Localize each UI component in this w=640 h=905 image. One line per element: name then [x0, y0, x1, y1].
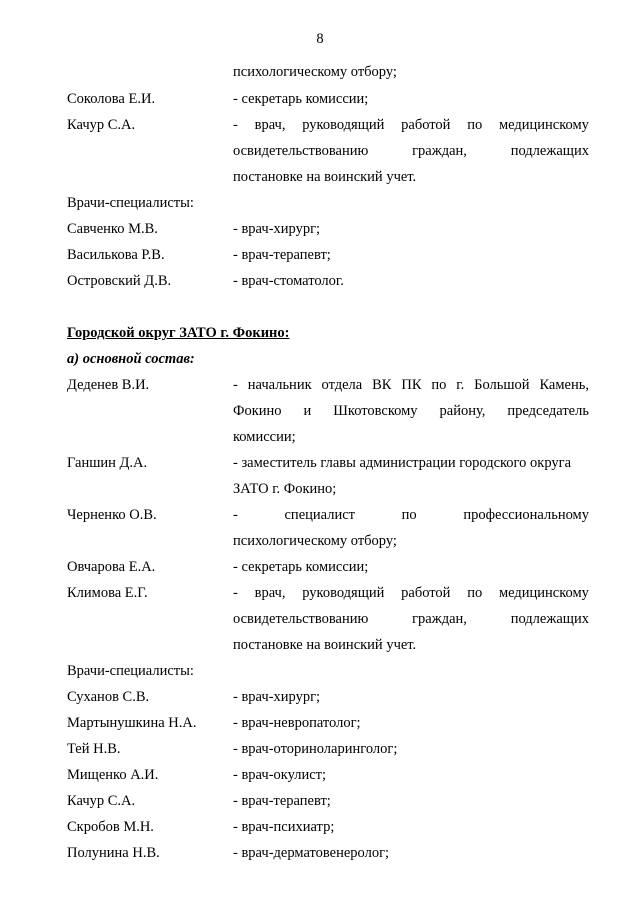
doctor-name: Скробов М.Н.	[67, 819, 154, 835]
word: граждан,	[412, 143, 467, 159]
member-role-line: - заместитель главы администрации городского округа	[233, 455, 572, 471]
word: Фокино	[233, 403, 282, 419]
word: медицинскому	[498, 117, 589, 133]
word: району,	[439, 403, 486, 419]
doctor-name: Островский Д.В.	[67, 273, 172, 289]
member-name: Качур С.А.	[67, 117, 136, 133]
doctor-role: - врач-невропатолог;	[233, 715, 361, 731]
doctor-name: Мартынушкина Н.А.	[67, 715, 197, 731]
word: ПК	[401, 377, 422, 393]
word: начальник	[247, 377, 312, 393]
member-role-line: комиссии;	[233, 429, 296, 445]
section-heading: Городской округ ЗАТО г. Фокино:	[67, 325, 290, 341]
member-role: - секретарь комиссии;	[233, 91, 369, 107]
word: и	[303, 403, 312, 419]
page-number: 8	[316, 31, 324, 47]
doctor-role: - врач-терапевт;	[233, 793, 331, 809]
member-role-line	[233, 609, 589, 629]
member-role-line	[233, 505, 589, 525]
member-role-line	[233, 375, 589, 395]
doctor-role: - врач-стоматолог.	[233, 273, 344, 289]
member-role-line: психологическому отбору;	[233, 533, 397, 549]
word: врач,	[254, 117, 286, 133]
word: ВК	[372, 377, 392, 393]
member-name: Климова Е.Г.	[67, 585, 148, 601]
doctor-role: - врач-хирург;	[233, 221, 321, 237]
doctor-role: - врач-терапевт;	[233, 247, 331, 263]
word: профессиональному	[463, 507, 589, 523]
word: Камень,	[539, 377, 589, 393]
word: Шкотовскому	[333, 403, 418, 419]
member-role-line	[233, 401, 589, 421]
member-role: - секретарь комиссии;	[233, 559, 369, 575]
word: работой	[401, 117, 451, 133]
doctor-name: Мищенко А.И.	[67, 767, 159, 783]
doctor-name: Василькова Р.В.	[67, 247, 165, 263]
word: руководящий	[302, 585, 385, 601]
doctor-name: Савченко М.В.	[67, 221, 158, 237]
section-subheading: а) основной состав:	[67, 351, 195, 367]
doctor-name: Полунина Н.В.	[67, 845, 160, 861]
member-name: Деденев В.И.	[67, 377, 150, 393]
member-name: Соколова Е.И.	[67, 91, 156, 107]
member-role-line	[233, 141, 589, 161]
member-role-line: постановке на воинский учет.	[233, 637, 417, 653]
doctor-role: - врач-хирург;	[233, 689, 321, 705]
specialists-label: Врачи-специалисты:	[67, 195, 194, 211]
word: врач,	[254, 585, 286, 601]
member-role-line	[233, 583, 589, 603]
word: по	[467, 117, 483, 133]
word: освидетельствованию	[233, 611, 369, 627]
continuation-text: психологическому отбору;	[233, 64, 397, 80]
word: по	[431, 377, 447, 393]
word: по	[401, 507, 417, 523]
doctor-role: - врач-психиатр;	[233, 819, 335, 835]
member-role-line	[233, 115, 589, 135]
word: подлежащих	[510, 611, 589, 627]
doctor-name: Тей Н.В.	[67, 741, 121, 757]
doctor-name: Суханов С.В.	[67, 689, 150, 705]
member-name: Черненко О.В.	[67, 507, 157, 523]
word: специалист	[284, 507, 355, 523]
word: Большой	[474, 377, 530, 393]
word: председатель	[507, 403, 589, 419]
doctor-role: - врач-окулист;	[233, 767, 327, 783]
word: -	[233, 377, 238, 393]
word: г.	[456, 377, 465, 393]
word: работой	[401, 585, 451, 601]
word: граждан,	[412, 611, 467, 627]
member-role-line: постановке на воинский учет.	[233, 169, 417, 185]
member-role-line: ЗАТО г. Фокино;	[233, 481, 337, 497]
word: освидетельствованию	[233, 143, 369, 159]
word: -	[233, 117, 238, 133]
word: -	[233, 507, 238, 523]
word: руководящий	[302, 117, 385, 133]
doctor-name: Качур С.А.	[67, 793, 136, 809]
word: отдела	[321, 377, 363, 393]
word: медицинскому	[498, 585, 589, 601]
specialists-label: Врачи-специалисты:	[67, 663, 194, 679]
member-name: Ганшин Д.А.	[67, 455, 148, 471]
word: подлежащих	[510, 143, 589, 159]
doctor-role: - врач-оториноларинголог;	[233, 741, 398, 757]
word: -	[233, 585, 238, 601]
doctor-role: - врач-дерматовенеролог;	[233, 845, 390, 861]
word: по	[467, 585, 483, 601]
member-name: Овчарова Е.А.	[67, 559, 156, 575]
